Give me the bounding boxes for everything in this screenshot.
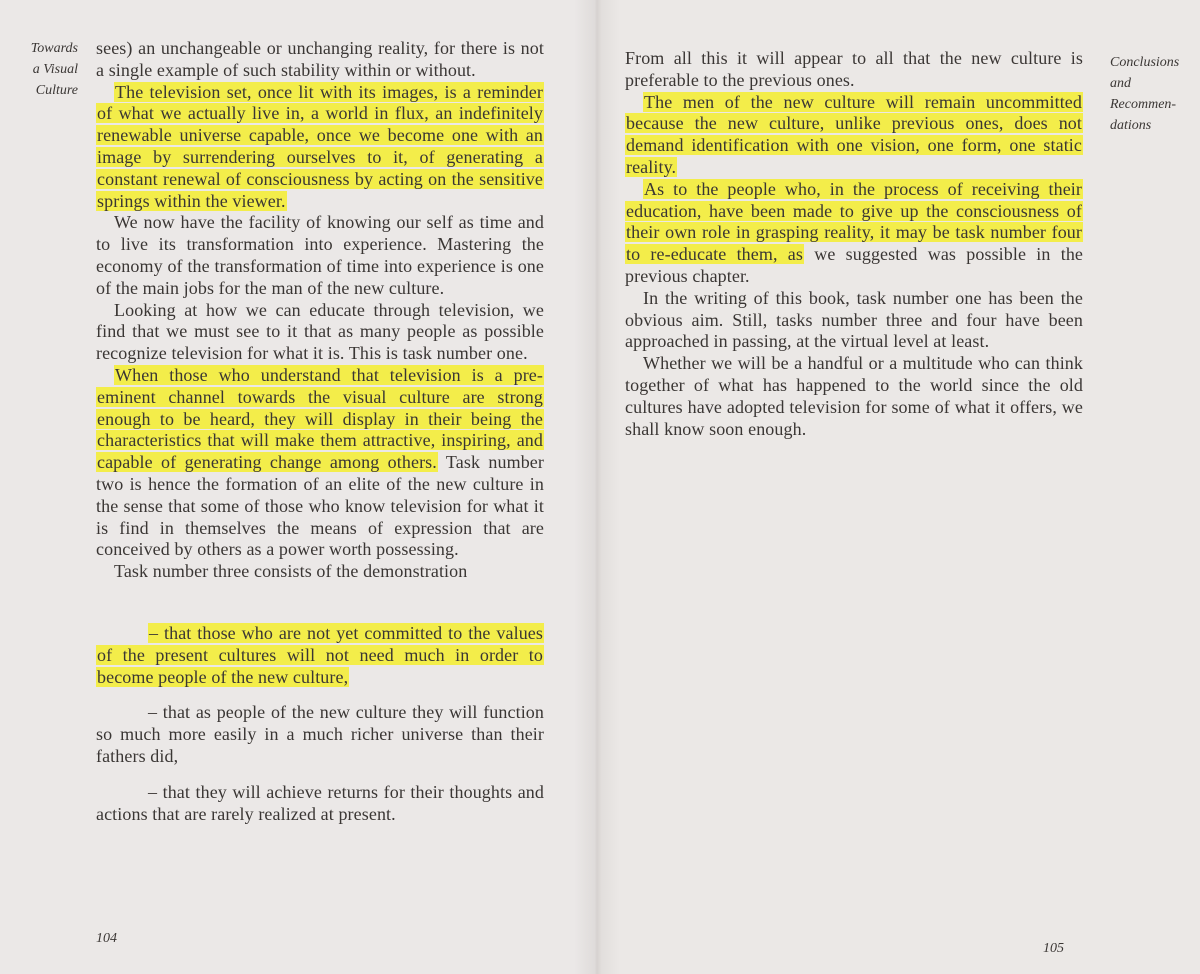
paragraph — [96, 212, 544, 299]
book-gutter — [574, 0, 620, 974]
running-head-line: and — [1110, 76, 1131, 91]
running-head-line: Recommen- — [1110, 97, 1177, 112]
paragraph — [96, 38, 544, 82]
left-page — [0, 0, 597, 974]
paragraph — [96, 300, 544, 365]
paragraph — [96, 82, 544, 213]
paragraph-text: Task number three consists of the demonstration — [114, 561, 468, 582]
right-page — [597, 0, 1200, 974]
paragraph-text: In the writing of this book, task number one has been the obvious aim. Still, tasks number three and four have been approached in passing, at the virtual level at least. — [625, 287, 1083, 352]
paragraph — [96, 365, 544, 561]
paragraph — [96, 561, 544, 583]
paragraph — [625, 48, 1083, 92]
paragraph-text: Task number two is hence the formation of an elite of the new culture in the sense that some of those who know television for what it is find in themselves the means of expression that are conceived by others as a power worth possessing. — [96, 452, 544, 560]
highlighted-text: The television set, once lit with its images, is a reminder of what we actually live in, a world in flux, an indefinitely renewable universe capable, once we become one with an image by surrendering ourselves to it, of generating a constant renewal of consciousness by acting on the sensitive springs within the viewer. — [97, 81, 543, 211]
paragraph-text: – that as people of the new culture they will function so much more easily in a much richer universe than their fathers did, — [96, 702, 544, 766]
paragraph — [625, 288, 1083, 353]
paragraph-text: we suggested was possible in the previous chapter. — [625, 244, 1084, 286]
paragraph — [625, 353, 1083, 440]
page-number: 104 — [96, 931, 117, 946]
paragraph-text: Looking at how we can educate through television, we find that we must see to it that as many people as possible recognize television for what it is. This is task number one. — [96, 299, 544, 364]
list-item — [96, 623, 544, 688]
highlighted-text: The men of the new culture will remain uncommitted because the new culture, unlike previous ones, does not demand identification with one vision, one form, one static reality. — [626, 91, 1082, 177]
running-head-line: Conclusions — [1110, 55, 1180, 70]
highlighted-text: – that those who are not yet committed to the values of the present cultures will not need much in order to become people of the new culture, — [97, 622, 543, 687]
running-head-line: Towards — [30, 41, 78, 56]
running-head-line: Culture — [35, 83, 78, 98]
highlighted-text: When those who understand that television is a pre-eminent channel towards the visual culture are strong enough to be heard, they will display in their being the characteristics that will make them attractive, inspiring, and capable of generating change among others. — [97, 364, 543, 473]
paragraph-text: From all this it will appear to all that the new culture is preferable to the previous ones. — [625, 48, 1083, 90]
paragraph-text: We now have the facility of knowing our self as time and to live its transformation into experience. Mastering the economy of the transformation of time into experience is one of the main jobs for the man of the new culture. — [96, 212, 544, 298]
right-text-column — [625, 48, 1083, 440]
list-item — [96, 782, 544, 826]
paragraph-text: – that they will achieve returns for their thoughts and actions that are rarely realized at present. — [96, 781, 544, 824]
paragraph — [625, 92, 1083, 179]
paragraph-text: sees) an unchangeable or unchanging reality, for there is not a single example of such stability within or without. — [96, 38, 544, 80]
right-running-head — [1110, 52, 1200, 136]
page-number: 105 — [1043, 941, 1064, 956]
running-head-line: a Visual — [32, 62, 78, 77]
list-item — [96, 702, 544, 767]
running-head-line: dations — [1110, 118, 1152, 133]
paragraph-text: Whether we will be a handful or a multitude who can think together of what has happened to the world since the old cultures have adopted television for some of what it offers, we shall know soon enough. — [625, 353, 1083, 439]
left-running-head — [8, 38, 78, 101]
left-text-column — [96, 38, 544, 825]
highlighted-text: As to the people who, in the process of receiving their education, have been made to give up the consciousness of their own role in grasping reality, it may be task number four to re-educate them, as — [626, 178, 1082, 265]
paragraph — [625, 179, 1083, 288]
